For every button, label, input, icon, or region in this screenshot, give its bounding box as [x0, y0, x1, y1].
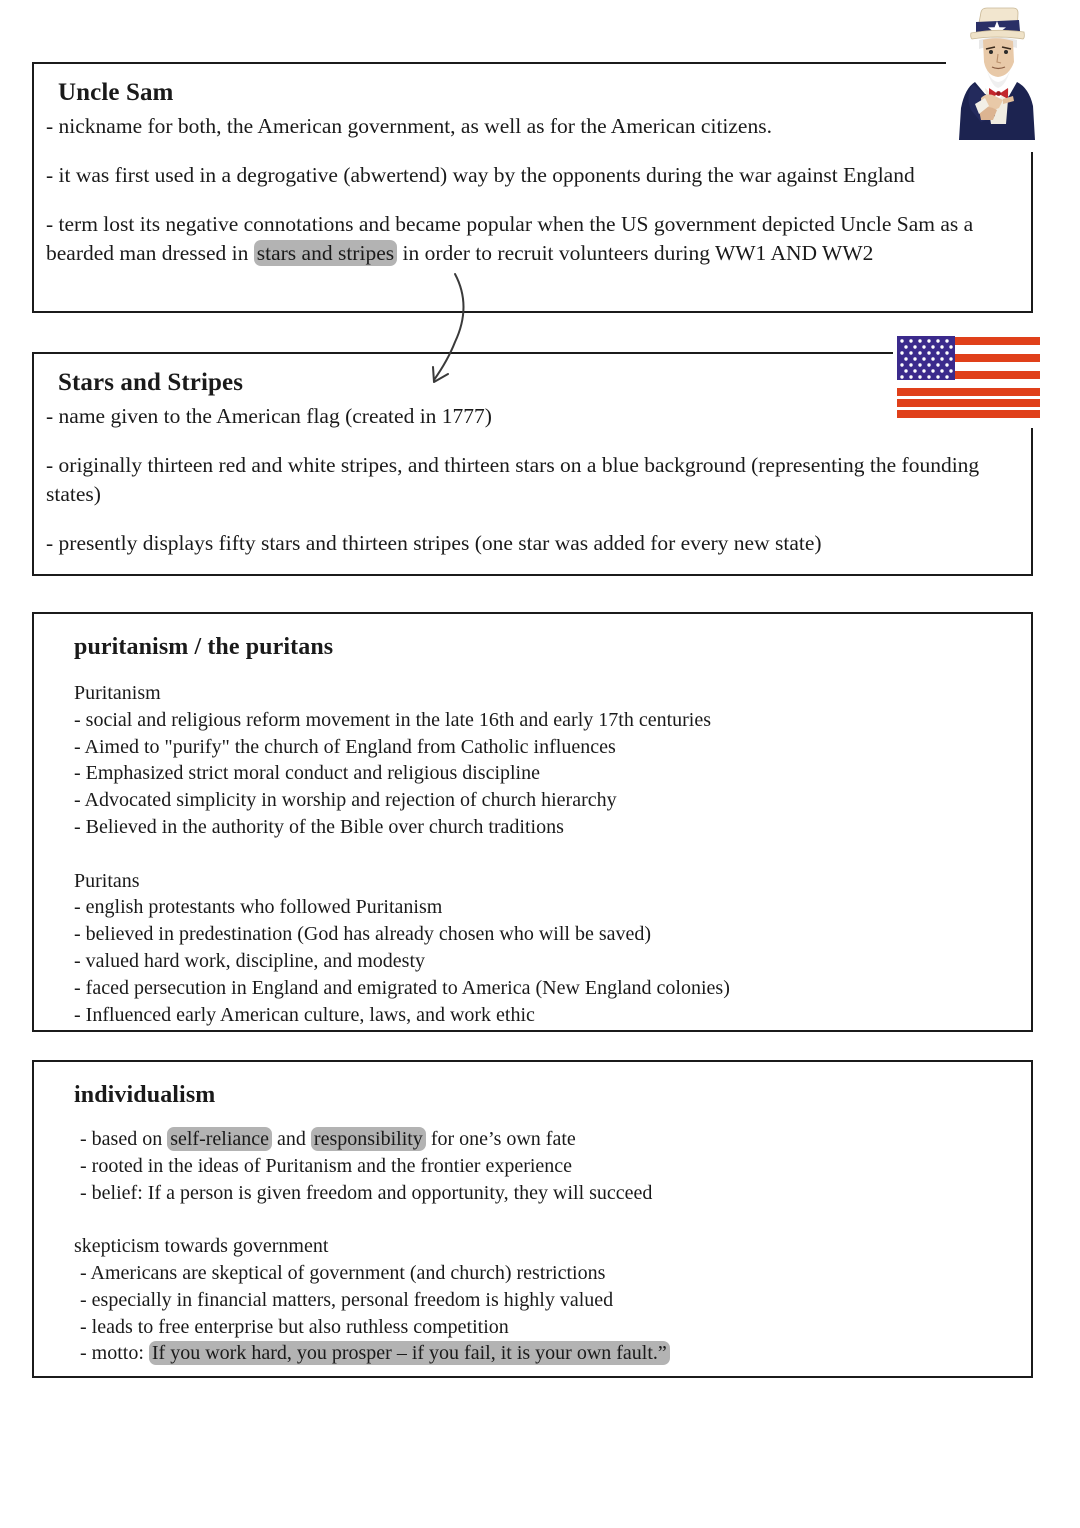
- bullet-line: - faced persecution in England and emigrated to America (New England colonies): [74, 976, 730, 999]
- highlighted-phrase-self-reliance: self-reliance: [167, 1127, 272, 1151]
- bullet-line: - Influenced early American culture, laws, and work ethic: [74, 1003, 535, 1026]
- bullet-line: - Americans are skeptical of government (and church) restrictions: [80, 1261, 606, 1284]
- highlighted-phrase-stars-and-stripes: stars and stripes: [254, 240, 397, 266]
- note-box-stars-and-stripes: [32, 352, 1033, 576]
- group-heading: Puritanism: [74, 682, 161, 704]
- bullet-line: - Aimed to "purify" the church of England from Catholic influences: [74, 735, 616, 758]
- paragraph: - name given to the American flag (created in 1777): [46, 404, 492, 428]
- bullet-line: - leads to free enterprise but also ruthless competition: [80, 1315, 509, 1338]
- note-box-puritanism: [32, 612, 1033, 1032]
- bullet-line: - belief: If a person is given freedom and opportunity, they will succeed: [80, 1181, 653, 1204]
- note-box-individualism-body: [74, 1126, 1009, 1367]
- note-box-puritanism-body: [74, 680, 1009, 1028]
- bullet-line: - social and religious reform movement in the late 16th and early 17th centuries: [74, 708, 712, 731]
- group-heading: skepticism towards government: [74, 1235, 329, 1258]
- note-box-uncle-sam: [32, 62, 1033, 313]
- american-flag-image: [897, 336, 1040, 425]
- note-box-stars-and-stripes-body: [46, 402, 1009, 558]
- bullet-line: - Advocated simplicity in worship and rejection of church hierarchy: [74, 789, 617, 812]
- bullet-line: - Emphasized strict moral conduct and religious discipline: [74, 762, 540, 785]
- note-box-uncle-sam-body: [46, 112, 1009, 268]
- highlighted-phrase-motto: If you work hard, you prosper – if you fail, it is your own fault.”: [149, 1341, 670, 1365]
- note-box-stars-and-stripes-title: Stars and Stripes: [58, 369, 244, 396]
- note-box-uncle-sam-title: Uncle Sam: [58, 79, 174, 106]
- bullet-line: - rooted in the ideas of Puritanism and the frontier experience: [80, 1154, 573, 1177]
- bullet-line: - Believed in the authority of the Bible over church traditions: [74, 815, 564, 838]
- paragraph-text: - term lost its negative connotations and became popular when the US government depicted Uncle Sam as a bearded man dressed in: [46, 212, 974, 265]
- paragraph: - presently displays fifty stars and thirteen stripes (one star was added for every new state): [46, 531, 822, 555]
- bullet-text: and: [272, 1128, 311, 1150]
- spacer: [74, 841, 1009, 868]
- bullet-line: - especially in financial matters, personal freedom is highly valued: [80, 1288, 614, 1311]
- group-heading: Puritans: [74, 869, 140, 892]
- paragraph: - originally thirteen red and white stripes, and thirteen stars on a blue background (representing the founding states): [46, 453, 980, 506]
- paragraph: - it was first used in a degrogative (abwertend) way by the opponents during the war against England: [46, 163, 915, 187]
- note-box-individualism-title: individualism: [74, 1082, 216, 1108]
- bullet-line: - believed in predestination (God has already chosen who will be saved): [74, 923, 652, 946]
- highlighted-phrase-responsibility: responsibility: [311, 1127, 426, 1151]
- uncle-sam-poster-image: [951, 4, 1041, 144]
- note-box-individualism: [32, 1060, 1033, 1378]
- paragraph-text: in order to recruit volunteers during WW1 AND WW2: [397, 241, 874, 265]
- bullet-text: - motto:: [80, 1342, 149, 1365]
- paragraph: - nickname for both, the American government, as well as for the American citizens.: [46, 114, 772, 138]
- bullet-line: [74, 1126, 1009, 1153]
- bullet-line: [74, 1340, 1009, 1367]
- spacer: [74, 1206, 1009, 1233]
- bullet-text: for one’s own fate: [425, 1128, 576, 1150]
- paragraph: [46, 210, 1009, 268]
- note-box-puritanism-title: puritanism / the puritans: [74, 634, 334, 660]
- bullet-text: - based on: [80, 1128, 168, 1150]
- bullet-line: - valued hard work, discipline, and modesty: [74, 949, 426, 972]
- bullet-line: - english protestants who followed Puritanism: [74, 896, 443, 919]
